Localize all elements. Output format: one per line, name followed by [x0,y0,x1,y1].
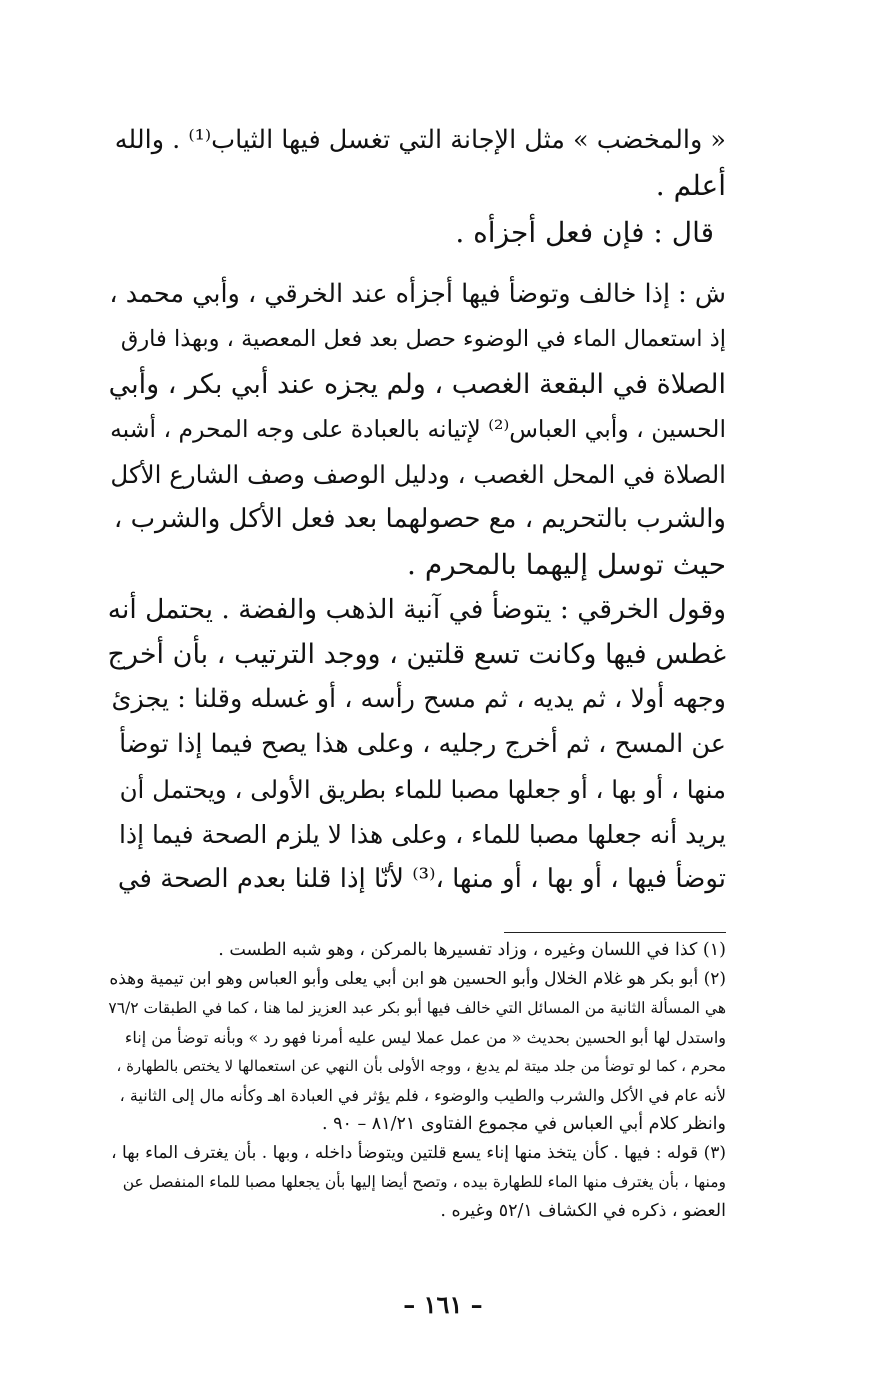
footnote-separator [504,932,726,933]
text-line: عن المسح ، ثم أخرج رجليه ، وعلى هذا يصح فيما إذا توضأ [119,729,726,759]
text-line: الحسين ، وأبي العباس⁽²⁾ لإتيانه بالعبادة على وجه المحرم ، أشبه [110,415,726,443]
footnotes [108,936,726,1226]
text-line: أعلم . [655,169,726,202]
text-line: « والمخضب » مثل الإجانة التي تغسل فيها الثياب⁽¹⁾ . والله [114,125,726,155]
opening-passage [108,118,726,208]
text-line: الصلاة في البقعة الغصب ، ولم يجزه عند أبي بكر ، وأبي [108,369,726,400]
text-line: توضأ فيها ، أو بها ، أو منها ،⁽³⁾ لأنّا إذا قلنا بعدم الصحة في [117,864,726,894]
text-line: منها ، أو بها ، أو جعلها مصبا للماء بطريق الأولى ، ويحتمل أن [119,775,726,804]
text-line: وقول الخرقي : يتوضأ في آنية الذهب والفضة . يحتمل أنه [107,594,726,625]
text-line: حيث توسل إليهما بالمحرم . [407,548,726,581]
footnote-line: (١) كذا في اللسان وغيره ، وزاد تفسيرها بالمركن ، وهو شبه الطست . [218,940,726,960]
text-line: الصلاة في المحل الغصب ، ودليل الوصف وصف الشارع الأكل [110,460,726,489]
footnote-line: محرم ، كما لو توضأ من جلد ميتة لم يدبغ ، ووجه الأولى بأن النهي عن استعمالها لا يختص بالطهارة ، [116,1057,726,1075]
footnote-line: العضو ، ذكره في الكشاف ٥٢/١ وغيره . [440,1201,726,1221]
section-heading: قال : فإن فعل أجزأه . [455,216,714,249]
text-line: يريد أنه جعلها مصبا للماء ، وعلى هذا لا يلزم الصحة فيما إذا [119,820,726,849]
footnote-line: لأنه عام في الأكل والشرب والطيب والوضوء ، فلم يؤثر في العبادة اهـ وكأنه مال إلى الثانية ، [119,1086,726,1105]
footnote-line: ومنها ، بأن يغترف منها الماء للطهارة بيده ، وتصح أيضا إليها بأن يجعلها مصبا للماء المنفصل عن [122,1173,726,1191]
text-line: وجهه أولا ، ثم يديه ، ثم مسح رأسه ، أو غسله وقلنا : يجزئ [111,684,726,714]
text-line: ش : إذا خالف وتوضأ فيها أجزأه عند الخرقي ، وأبي محمد ، [109,279,726,309]
commentary-paragraph [108,272,726,902]
footnote-line: (٣) قوله : فيها . كأن يتخذ منها إناء يسع قلتين ويتوضأ داخله ، وبها . بأن يغترف الماء بها ، [111,1143,726,1163]
footnote-line: (٢) أبو بكر هو غلام الخلال وأبو الحسين هو ابن أبي يعلى وأبو العباس وهو ابن تيمية وهذه [109,969,726,989]
text-line: إذ استعمال الماء في الوضوء حصل بعد فعل المعصية ، وبهذا فارق [120,326,726,352]
footnote-line: وانظر كلام أبي العباس في مجموع الفتاوى ٨١/٢١ – ٩٠ . [321,1114,726,1134]
footnote-line: هي المسألة الثانية من المسائل التي خالف فيها أبو بكر عبد العزيز لما هنا ، كما في الطبقات ٧٦/٢ [108,999,726,1017]
text-line: غطس فيها وكانت تسع قلتين ، ووجد الترتيب ، بأن أخرج [107,639,726,670]
page-number: – ١٦١ – [403,1290,483,1319]
text-line: والشرب بالتحريم ، مع حصولهما بعد فعل الأكل والشرب ، [113,504,726,534]
footnote-line: واستدل لها أبو الحسين بحديث « من عمل عملا ليس عليه أمرنا فهو رد » وبأنه توضأ من إناء [124,1028,726,1047]
